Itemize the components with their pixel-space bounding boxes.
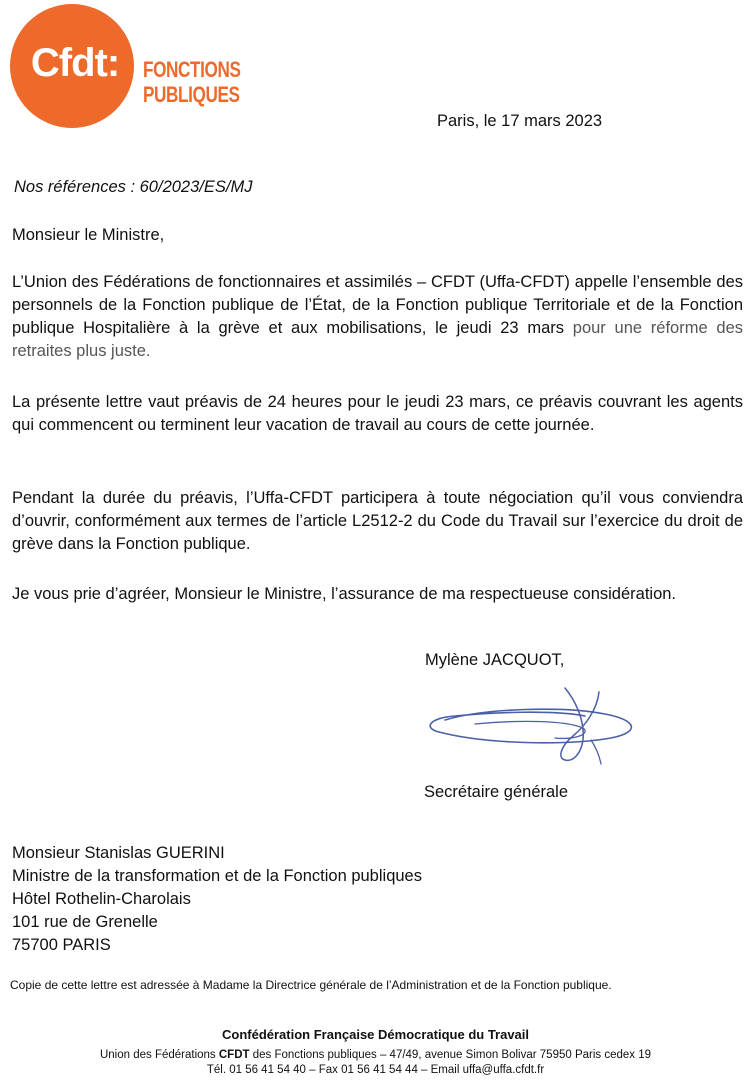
letter-date: Paris, le 17 mars 2023	[437, 112, 603, 130]
paragraph-1-main: L’Union des Fédérations de fonctionnaires et assimilés – CFDT (Uffa-CFDT) appelle l’ensemble des personnels de la Fonction publique de l’État, de la Fonction publique Territoriale et de la Fonction publique Hospitalière à la grève et aux mobilisations, le jeudi 23 mars	[12, 273, 743, 337]
cfdt-logo	[10, 4, 270, 130]
copy-note: Copie de cette lettre est adressée à Madame la Directrice générale de l’Administration et de la Fonction publique.	[10, 978, 612, 992]
paragraph-1	[12, 271, 743, 363]
footer-address-bold: CFDT	[218, 1049, 250, 1061]
footer-organization: Confédération Française Démocratique du Travail	[221, 1027, 530, 1042]
paragraph-1-tail: pour une réforme des retraites plus juste.	[12, 319, 743, 360]
signatory-title: Secrétaire générale	[424, 783, 569, 801]
letter-salutation: Monsieur le Ministre,	[12, 226, 165, 244]
footer-address	[0, 1049, 751, 1061]
signatory-name: Mylène JACQUOT,	[425, 651, 565, 669]
logo-line-2: PUBLIQUES	[143, 82, 240, 107]
paragraph-4: Je vous prie d’agréer, Monsieur le Ministre, l’assurance de ma respectueuse considération.	[12, 585, 677, 603]
handwritten-signature	[415, 680, 645, 772]
recipient-line: Monsieur Stanislas GUERINI	[12, 844, 225, 862]
recipient-address	[12, 842, 422, 957]
logo-line-1: FONCTIONS	[143, 57, 241, 82]
paragraph-3: Pendant la durée du préavis, l’Uffa-CFDT participera à toute négociation qu’il vous conviendra d’ouvrir, conformément aux termes de l’article L2512-2 du Code du Travail sur l’exercice du droit de grève dans la Fonction publique.	[12, 489, 743, 553]
logo-circle	[10, 4, 134, 128]
recipient-line: Ministre de la transformation et de la Fonction publiques	[12, 867, 422, 885]
footer-contact: Tél. 01 56 41 54 40 – Fax 01 56 41 54 44 – Email uffa@uffa.cfdt.fr	[206, 1064, 545, 1076]
recipient-line: 75700 PARIS	[12, 936, 111, 954]
recipient-line: 101 rue de Grenelle	[12, 913, 158, 931]
paragraph-2: La présente lettre vaut préavis de 24 heures pour le jeudi 23 mars, ce préavis couvrant les agents qui commencent ou terminent leur vacation de travail au cours de cette journée.	[12, 393, 743, 434]
logo-brand: Cfdt:	[30, 41, 120, 85]
recipient-line: Hôtel Rothelin-Charolais	[12, 890, 191, 908]
letter-references: Nos références : 60/2023/ES/MJ	[14, 178, 253, 196]
footer-address-post: des Fonctions publiques – 47/49, avenue Simon Bolivar 75950 Paris cedex 19	[249, 1049, 652, 1061]
logo-subtitle	[143, 57, 241, 107]
footer-address-pre: Union des Fédérations	[99, 1049, 219, 1061]
